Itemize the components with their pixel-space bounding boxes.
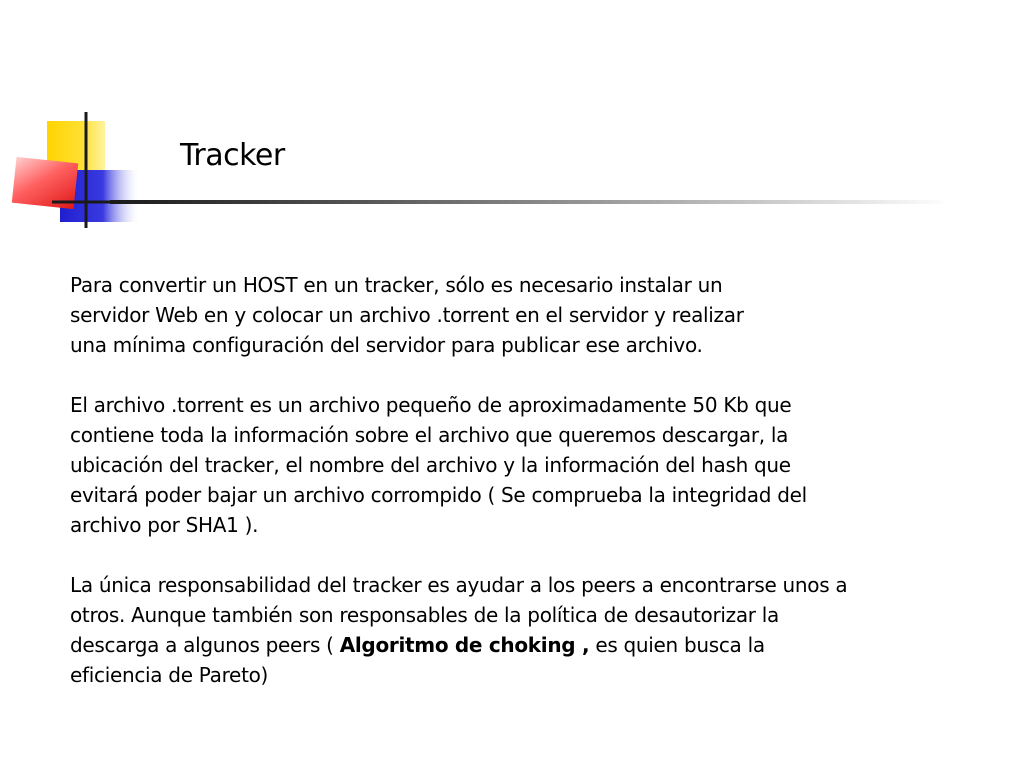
text-segment: es quien busca la xyxy=(589,633,765,657)
text-line: La única responsabilidad del tracker es ayudar a los peers a encontrarse unos a xyxy=(70,573,848,597)
text-line: contiene toda la información sobre el archivo que queremos descargar, la xyxy=(70,423,789,447)
text-line: Para convertir un HOST en un tracker, sólo es necesario instalar un xyxy=(70,273,723,297)
text-segment: descarga a algunos peers ( xyxy=(70,633,340,657)
text-line-mixed xyxy=(70,630,1000,660)
bold-term-choking-algorithm: Algoritmo de choking , xyxy=(339,633,590,657)
text-line: ubicación del tracker, el nombre del archivo y la información del hash que xyxy=(70,453,791,477)
text-line: archivo por SHA1 ). xyxy=(70,513,259,537)
paragraph-tracker-responsibility xyxy=(70,570,1000,690)
slide-body xyxy=(70,270,1000,690)
text-line: El archivo .torrent es un archivo pequeño de aproximadamente 50 Kb que xyxy=(70,393,792,417)
text-line: otros. Aunque también son responsables de la política de desautorizar la xyxy=(70,603,779,627)
paragraph-tracker-setup xyxy=(70,270,1000,360)
header-decoration xyxy=(0,0,1024,240)
slide-title: Tracker xyxy=(180,138,285,173)
text-line: evitará poder bajar un archivo corrompido ( Se comprueba la integridad del xyxy=(70,483,807,507)
text-line: servidor Web en y colocar un archivo .torrent en el servidor y realizar xyxy=(70,303,744,327)
text-line: una mínima configuración del servidor para publicar ese archivo. xyxy=(70,333,703,357)
text-line: eficiencia de Pareto) xyxy=(70,663,269,687)
title-underline-rule xyxy=(110,200,950,204)
paragraph-torrent-file xyxy=(70,390,1000,540)
